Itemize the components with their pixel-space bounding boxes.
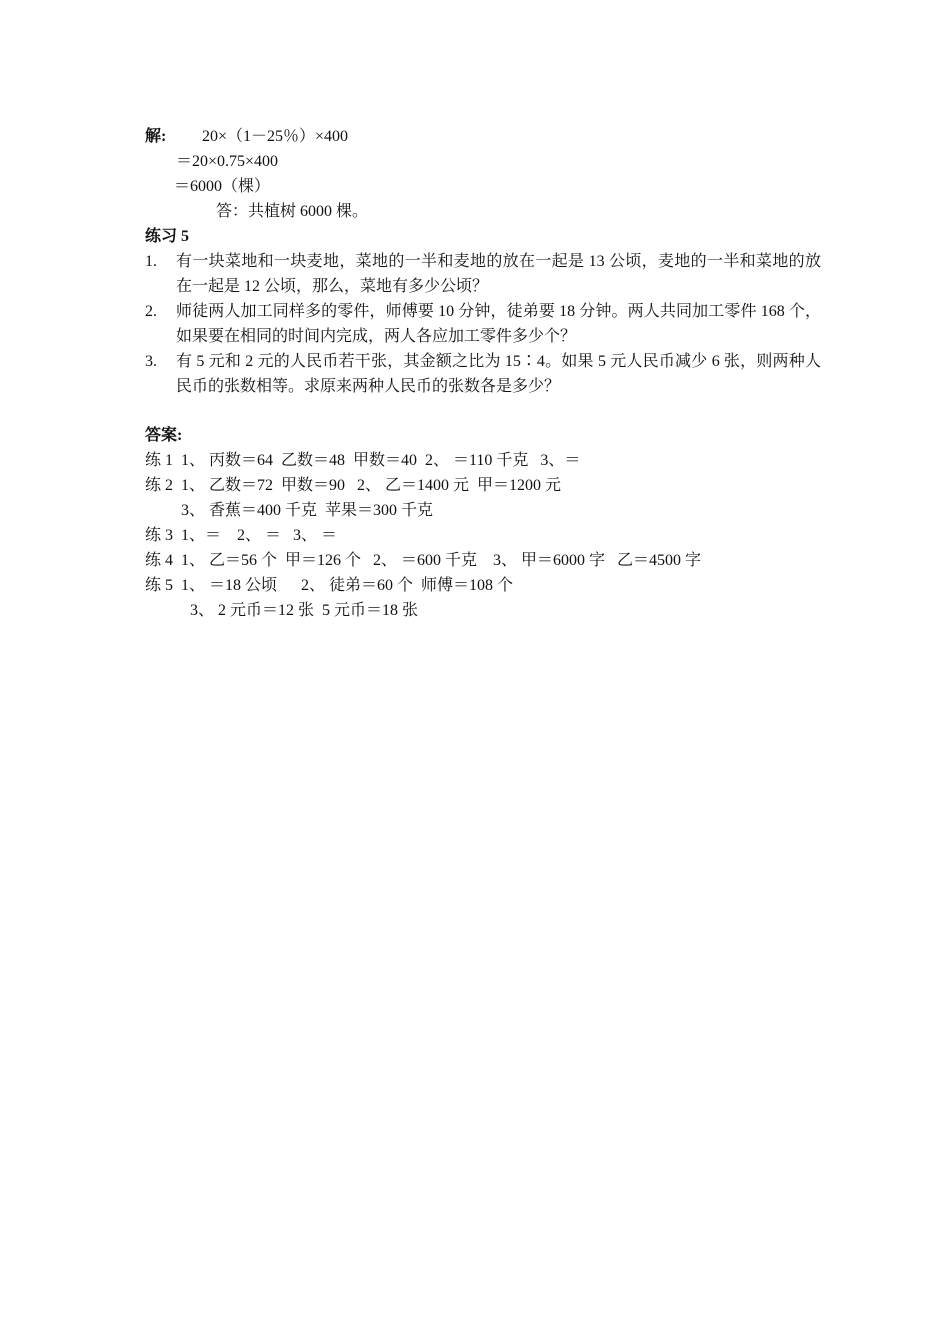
exercise-5-title: 练习 5: [145, 228, 190, 245]
solution-line-3: ＝6000（棵）: [174, 178, 271, 195]
answer-line-5: 练 4 1、 乙＝56 个 甲＝126 个 2、 ＝600 千克 3、 甲＝6000 字 乙＝4500 字: [145, 552, 702, 569]
solution-answer: 答：共植树 6000 棵。: [216, 203, 369, 220]
answer-line-7: 3、 2 元币＝12 张 5 元币＝18 张: [190, 602, 419, 619]
solution-label: 解:: [145, 128, 167, 145]
answer-line-4: 练 3 1、＝ 2、 ＝ 3、 ＝: [145, 527, 338, 544]
answers-title: 答案:: [145, 427, 183, 444]
exercise-item-number-2: 2.: [145, 303, 157, 320]
solution-line-2: ＝20×0.75×400: [176, 153, 279, 170]
answer-line-6: 练 5 1、 ＝18 公顷 2、 徒弟＝60 个 师傅＝108 个: [145, 577, 514, 594]
answer-line-2: 练 2 1、 乙数＝72 甲数＝90 2、 乙＝1400 元 甲＝1200 元: [145, 477, 562, 494]
exercise-item-text-3: 有 5 元和 2 元的人民币若干张，其金额之比为 15∶4。如果 5 元人民币减少 6 张，则两种人民币的张数相等。求原来两种人民币的张数各是多少？: [176, 353, 821, 395]
answer-line-1: 练 1 1、 丙数＝64 乙数＝48 甲数＝40 2、 ＝110 千克 3、＝: [145, 452, 581, 469]
solution-line-1: 20×（1－25％）×400: [202, 128, 349, 145]
exercise-item-number-3: 3.: [145, 353, 157, 370]
exercise-item-text-2: 师徒两人加工同样多的零件，师傅要 10 分钟，徒弟要 18 分钟。两人共同加工零件 168 个，如果要在相同的时间内完成，两人各应加工零件多少个？: [176, 303, 821, 345]
answer-line-3: 3、 香蕉＝400 千克 苹果＝300 千克: [181, 502, 434, 519]
exercise-item-number-1: 1.: [145, 253, 157, 270]
exercise-item-text-1: 有一块菜地和一块麦地，菜地的一半和麦地的放在一起是 13 公顷，麦地的一半和菜地的放在一起是 12 公顷，那么，菜地有多少公顷？: [176, 253, 821, 295]
